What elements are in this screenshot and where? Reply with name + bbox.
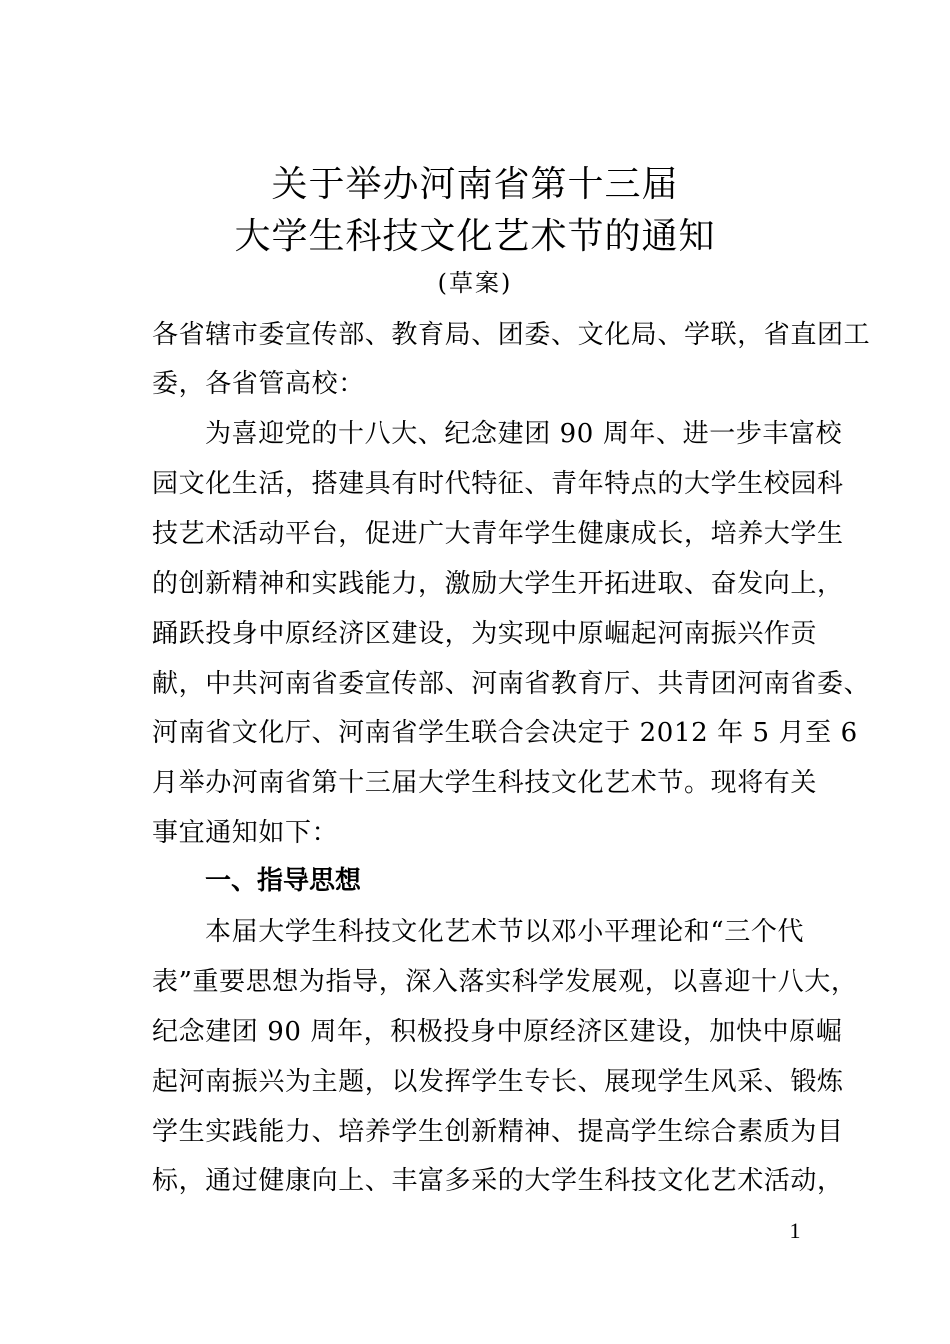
text-line: 月举办河南省第十三届大学生科技文化艺术节。现将有关: [152, 768, 818, 798]
text-line: 标，通过健康向上、丰富多采的大学生科技文化艺术活动，: [152, 1166, 844, 1196]
text-line: 为喜迎党的十八大、纪念建团 90 周年、进一步丰富校: [205, 419, 843, 449]
text-line: 事宜通知如下：: [152, 818, 339, 848]
section-heading: 一、指导思想: [205, 866, 362, 896]
text-line: 河南省文化厅、河南省学生联合会决定于 2012 年 5 月至 6: [152, 718, 858, 748]
text-line: 献，中共河南省委宣传部、河南省教育厅、共青团河南省委、: [152, 669, 871, 699]
text-line: 踊跃投身中原经济区建设，为实现中原崛起河南振兴作贡: [152, 619, 818, 649]
text-line: 各省辖市委宣传部、教育局、团委、文化局、学联，省直团工: [152, 320, 871, 350]
text-line: 园文化生活，搭建具有时代特征、青年特点的大学生校园科: [152, 469, 844, 499]
text-line: 委，各省管高校：: [152, 369, 365, 399]
text-line: 表”重要思想为指导，深入落实科学发展观，以喜迎十八大，: [152, 967, 858, 997]
text-line: 技艺术活动平台，促进广大青年学生健康成长，培养大学生: [152, 519, 844, 549]
text-line: 学生实践能力、培养学生创新精神、提高学生综合素质为目: [152, 1117, 844, 1147]
text-line: 本届大学生科技文化艺术节以邓小平理论和“三个代: [205, 917, 805, 947]
text-line: 纪念建团 90 周年，积极投身中原经济区建设，加快中原崛: [152, 1017, 843, 1047]
document-title-line-1: 关于举办河南省第十三届: [271, 164, 679, 205]
page-number: 1: [789, 1218, 801, 1243]
text-line: 的创新精神和实践能力，激励大学生开拓进取、奋发向上，: [152, 569, 844, 599]
document-subtitle: (草案): [437, 269, 513, 297]
document-title-line-2: 大学生科技文化艺术节的通知: [234, 216, 716, 257]
text-line: 起河南振兴为主题，以发挥学生专长、展现学生风采、锻炼: [152, 1067, 844, 1097]
